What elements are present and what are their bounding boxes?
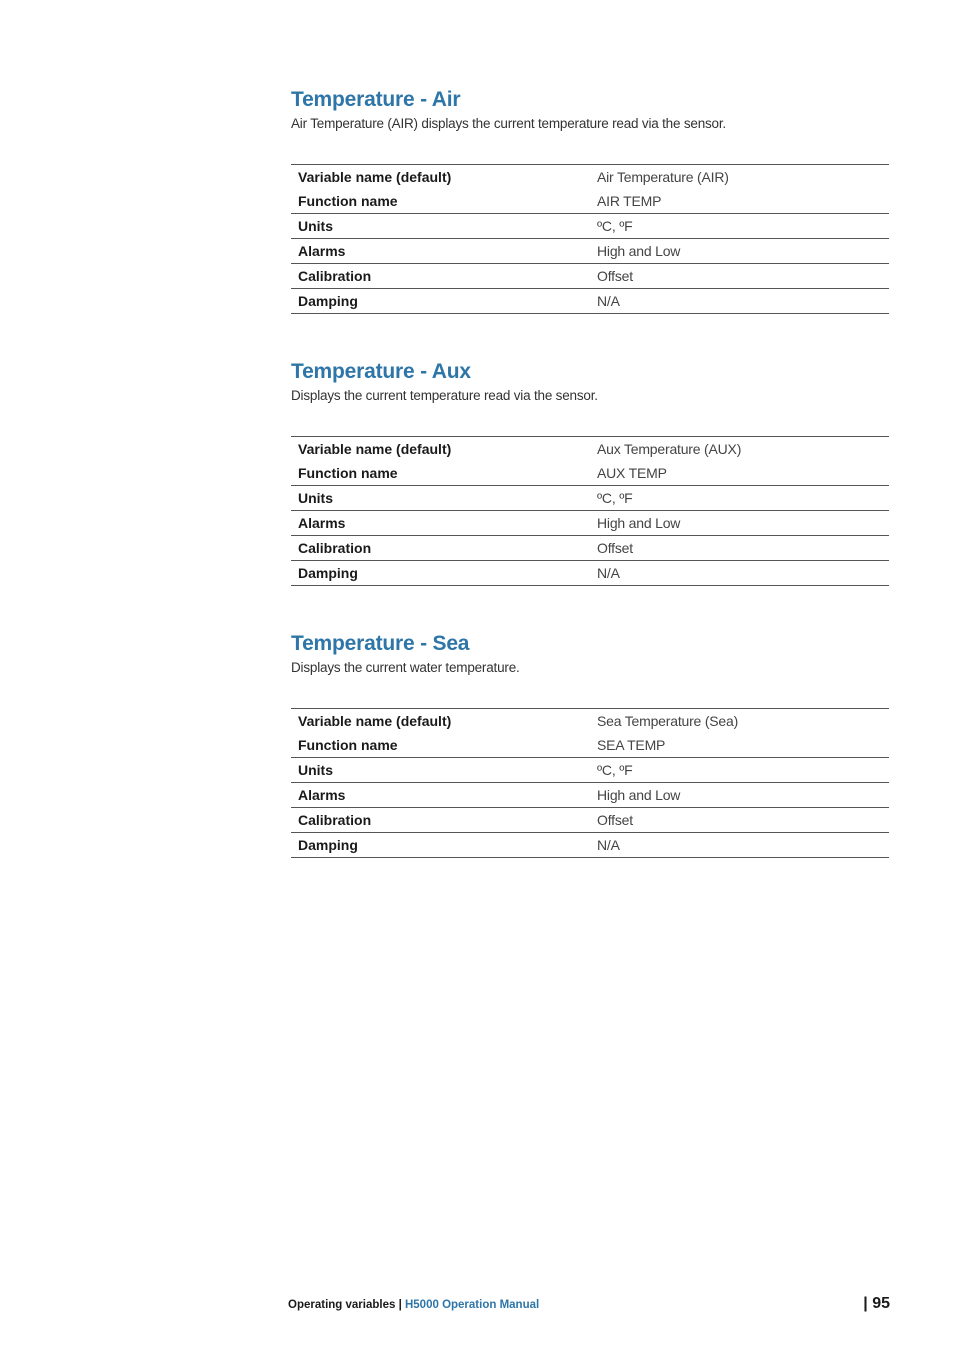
spec-table (291, 708, 889, 858)
row-value: ºC, ºF (597, 758, 889, 783)
row-value: High and Low (597, 511, 889, 536)
page-number: | 95 (863, 1295, 890, 1312)
section-temperature-sea (291, 630, 889, 858)
row-value: N/A (597, 833, 889, 858)
row-label: Function name (298, 737, 398, 753)
footer-manual-title: H5000 Operation Manual (404, 1299, 540, 1311)
row-label: Damping (291, 289, 597, 314)
row-label: Variable name (default) (298, 441, 452, 457)
section-title: Temperature - Aux (291, 360, 471, 383)
row-label: Function name (298, 193, 398, 209)
row-label: Units (291, 758, 597, 783)
table-row (291, 264, 889, 289)
spec-table (291, 164, 889, 314)
row-label: Damping (291, 561, 597, 586)
row-value: SEA TEMP (597, 737, 666, 753)
section-description: Displays the current water temperature. (291, 660, 520, 675)
table-row (291, 165, 889, 190)
row-value: AUX TEMP (597, 465, 667, 481)
section-temperature-aux (291, 358, 889, 586)
table-row (291, 833, 889, 858)
row-value: Offset (597, 264, 889, 289)
spec-table (291, 436, 889, 586)
row-label: Damping (291, 833, 597, 858)
table-row (291, 214, 889, 239)
page-footer (288, 1296, 890, 1316)
row-value: High and Low (597, 239, 889, 264)
section-description: Displays the current temperature read via the sensor. (291, 388, 598, 403)
table-row (291, 239, 889, 264)
row-value: Offset (597, 808, 889, 833)
section-temperature-air (291, 86, 889, 314)
row-value: Air Temperature (AIR) (597, 169, 729, 185)
row-label: Calibration (291, 264, 597, 289)
row-label: Variable name (default) (298, 713, 452, 729)
row-value: Sea Temperature (Sea) (597, 713, 739, 729)
table-row (291, 783, 889, 808)
row-value: Aux Temperature (AUX) (597, 441, 742, 457)
table-row (291, 733, 889, 758)
row-value: N/A (597, 289, 889, 314)
table-row (291, 709, 889, 734)
section-title: Temperature - Air (291, 88, 461, 111)
footer-separator: | (395, 1299, 405, 1311)
table-row (291, 437, 889, 462)
table-row (291, 486, 889, 511)
footer-running-title (288, 1298, 539, 1312)
row-label: Units (291, 214, 597, 239)
section-title: Temperature - Sea (291, 632, 470, 655)
row-label: Calibration (291, 536, 597, 561)
row-label: Units (291, 486, 597, 511)
row-label: Alarms (291, 511, 597, 536)
table-row (291, 511, 889, 536)
table-row (291, 461, 889, 486)
row-value: ºC, ºF (597, 486, 889, 511)
footer-chapter: Operating variables (288, 1299, 396, 1311)
row-label: Alarms (291, 783, 597, 808)
table-row (291, 758, 889, 783)
table-row (291, 536, 889, 561)
row-value: N/A (597, 561, 889, 586)
row-label: Alarms (291, 239, 597, 264)
table-row (291, 808, 889, 833)
row-value: AIR TEMP (597, 193, 662, 209)
row-label: Variable name (default) (298, 169, 452, 185)
table-row (291, 561, 889, 586)
section-description: Air Temperature (AIR) displays the current temperature read via the sensor. (291, 116, 726, 131)
row-label: Function name (298, 465, 398, 481)
table-row (291, 189, 889, 214)
row-label: Calibration (291, 808, 597, 833)
table-row (291, 289, 889, 314)
row-value: ºC, ºF (597, 214, 889, 239)
row-value: Offset (597, 536, 889, 561)
row-value: High and Low (597, 783, 889, 808)
